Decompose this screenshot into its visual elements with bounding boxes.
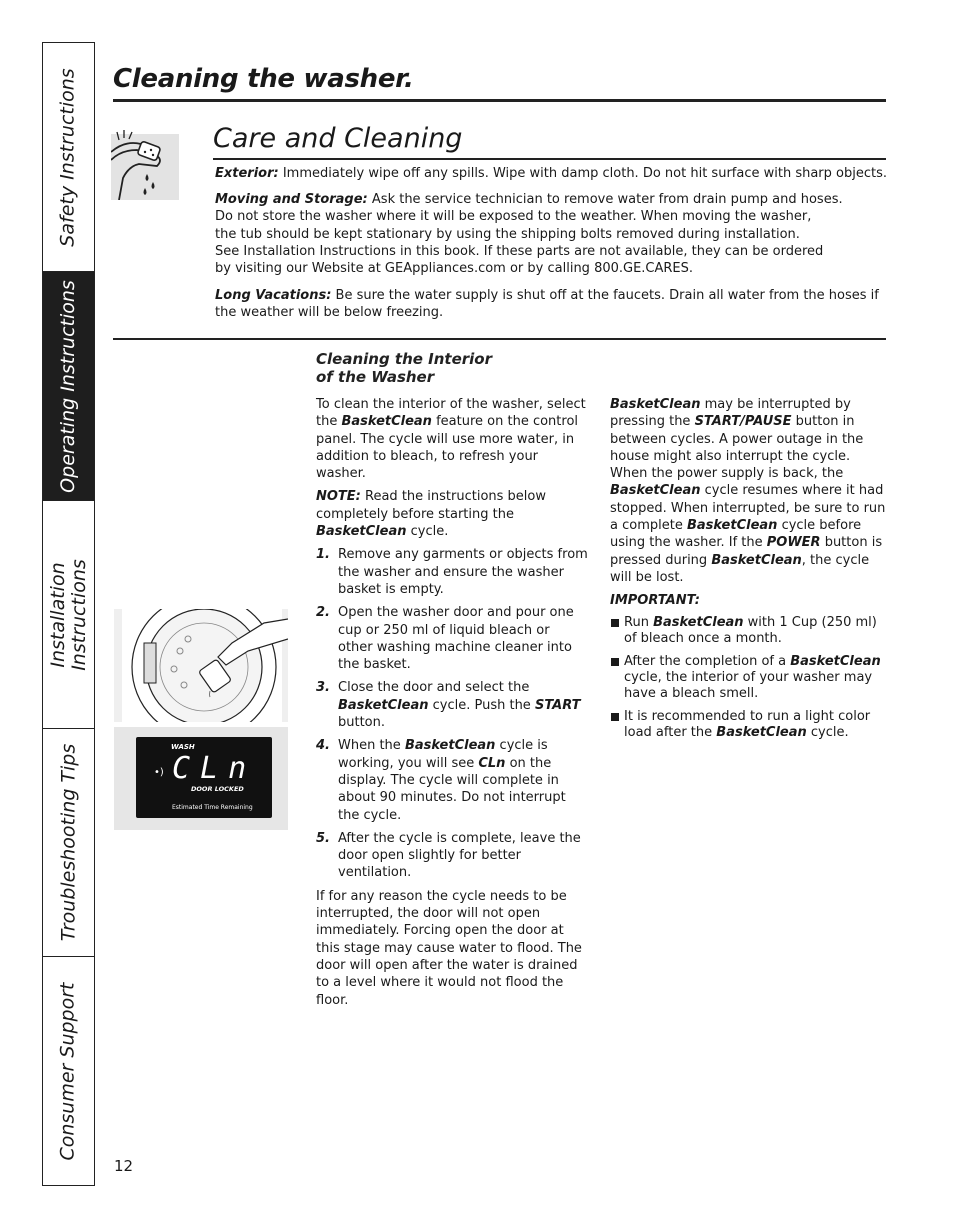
bullet-square-icon xyxy=(611,619,619,627)
tab-label: Operating Instructions xyxy=(57,279,79,493)
vacation-label: Long Vacations: xyxy=(215,288,332,303)
text: cycle. xyxy=(406,524,449,540)
text: Read the instructions below completely before starting the xyxy=(316,489,546,522)
section-divider xyxy=(213,158,886,160)
step-number: 3. xyxy=(316,680,330,696)
tab-operating-instructions[interactable] xyxy=(43,271,94,500)
text: Close the door and select the xyxy=(338,680,530,696)
feature-name: BasketClean xyxy=(653,614,744,630)
important-bullet xyxy=(610,709,890,741)
tab-label-line: Installation xyxy=(46,561,69,668)
note-paragraph xyxy=(316,488,588,540)
step-item xyxy=(316,679,588,731)
text: on the display. The cycle will complete in about 90 minutes. Do not interrupt the cycle. xyxy=(338,755,566,823)
long-vacations-paragraph xyxy=(215,287,895,322)
control-display-illustration xyxy=(114,727,288,830)
text: Open the washer door and pour one cup or 250 ml of liquid bleach or other washing machine cleaner into the basket. xyxy=(338,605,574,673)
text: cycle. xyxy=(806,724,849,740)
feature-name: BasketClean xyxy=(711,552,802,568)
exterior-paragraph xyxy=(215,165,895,182)
step-item xyxy=(316,830,588,882)
display-code: CLn xyxy=(172,751,257,786)
button-name: POWER xyxy=(766,535,821,551)
steps-list xyxy=(316,546,588,881)
text: After the completion of a xyxy=(624,653,791,669)
vacation-text: Be sure the water supply is shut off at the faucets. Drain all water from the hoses if the weather will be below freezing. xyxy=(215,288,879,321)
button-name: START/PAUSE xyxy=(694,414,792,430)
important-bullet xyxy=(610,654,890,702)
interrupt-paragraph: If for any reason the cycle needs to be interrupted, the door will not open immediately. Forcing open the door at this stage may cause water to flood. The door will open after the water is drained to a level where it would not flood the floor. xyxy=(316,888,582,1008)
feature-name: BasketClean xyxy=(610,397,701,412)
feature-name: BasketClean xyxy=(341,414,432,430)
feature-name: BasketClean xyxy=(686,518,778,534)
text: feature on the control panel. The cycle will use more water, in addition to bleach, to refresh your washer. xyxy=(316,414,579,482)
text: cycle resumes where it had stopped. When interrupted, be sure to run a complete xyxy=(610,483,886,534)
step-number: 5. xyxy=(316,830,330,846)
tab-label xyxy=(48,559,90,671)
intro-paragraph xyxy=(316,396,588,482)
text: After the cycle is complete, leave the door open slightly for better ventilation. xyxy=(338,830,581,881)
moving-line: by visiting our Website at GEAppliances.com or by calling 800.GE.CARES. xyxy=(215,261,694,277)
text: To clean the interior of the washer, select the xyxy=(316,397,586,430)
important-bullet xyxy=(610,615,890,647)
subsection-title-line: of the Washer xyxy=(316,368,435,386)
step-number: 2. xyxy=(316,605,330,621)
interruption-paragraph xyxy=(610,396,890,586)
step-item xyxy=(316,546,588,598)
page-title: Cleaning the washer. xyxy=(113,64,414,94)
text: It is recommended to run a light color load after the xyxy=(624,708,871,740)
interior-column-right xyxy=(610,396,890,748)
step-number: 4. xyxy=(316,738,330,754)
feature-name: BasketClean xyxy=(716,724,807,740)
tab-installation-instructions[interactable] xyxy=(43,500,94,728)
bullet-square-icon xyxy=(611,658,619,666)
feature-name: BasketClean xyxy=(610,483,701,499)
moving-line: Ask the service technician to remove water from drain pump and hoses. xyxy=(367,192,843,207)
text: Run xyxy=(624,614,654,630)
display-door-locked: DOOR LOCKED xyxy=(191,785,244,793)
tab-label: Safety Instructions xyxy=(57,67,79,247)
tab-label: Consumer Support xyxy=(57,981,80,1161)
title-divider xyxy=(113,99,886,102)
note-label: NOTE: xyxy=(316,489,361,505)
text: When the xyxy=(338,738,405,754)
step-item xyxy=(316,604,588,673)
subsection-title-line: Cleaning the Interior xyxy=(316,350,492,368)
moving-label: Moving and Storage: xyxy=(215,192,368,207)
moving-line: See Installation Instructions in this book. If these parts are not available, they can be ordered xyxy=(215,243,824,259)
moving-storage-paragraph xyxy=(215,191,855,277)
tab-safety-instructions[interactable] xyxy=(43,43,94,271)
subsection-title xyxy=(316,350,492,386)
bullet-square-icon xyxy=(611,713,619,721)
display-wash-label: WASH xyxy=(171,743,195,751)
section-tab-rail xyxy=(42,42,95,1186)
text: may be interrupted by pressing the xyxy=(610,397,851,430)
text: Remove any garments or objects from the washer and ensure the washer basket is empty. xyxy=(338,547,588,597)
washer-pouring-illustration xyxy=(114,609,288,722)
button-name: START xyxy=(534,697,581,713)
text: cycle, the interior of your washer may have a bleach smell. xyxy=(624,669,873,701)
feature-name: BasketClean xyxy=(316,524,407,540)
text: button is pressed during xyxy=(610,535,883,568)
moving-line: the tub should be kept stationary by using the shipping bolts removed during installation. xyxy=(215,226,800,242)
step-number: 1. xyxy=(316,547,330,563)
section-title: Care and Cleaning xyxy=(213,123,463,154)
tab-label-line: Instructions xyxy=(67,558,90,671)
lcd-display xyxy=(136,737,272,818)
moving-line: Do not store the washer where it will be exposed to the weather. When moving the washer, xyxy=(215,209,812,225)
text: button in between cycles. A power outage in the house might also interrupt the cycle. When the power supply is back, the xyxy=(610,414,864,482)
text: cycle. Push the xyxy=(428,697,535,713)
feature-name: BasketClean xyxy=(404,738,496,754)
signal-icon: •) xyxy=(154,767,164,778)
display-estimated-time: Estimated Time Remaining xyxy=(172,804,253,811)
tab-label: Troubleshooting Tips xyxy=(57,743,80,942)
display-code-ref: CLn xyxy=(478,755,506,771)
cleaning-sponge-icon xyxy=(111,130,179,200)
exterior-label: Exterior: xyxy=(215,166,279,181)
tab-troubleshooting-tips[interactable] xyxy=(43,728,94,956)
feature-name: BasketClean xyxy=(338,697,429,713)
page-number: 12 xyxy=(114,1157,134,1175)
text: cycle before using the washer. If the xyxy=(610,518,862,551)
text: cycle is working, you will see xyxy=(338,738,548,771)
text: with 1 Cup (250 ml) of bleach once a month. xyxy=(624,614,877,646)
section-divider xyxy=(113,338,886,340)
feature-name: BasketClean xyxy=(790,653,881,669)
step-item xyxy=(316,737,588,823)
exterior-text: Immediately wipe off any spills. Wipe with damp cloth. Do not hit surface with sharp objects. xyxy=(278,166,887,181)
text: , the cycle will be lost. xyxy=(610,552,870,585)
important-label: IMPORTANT: xyxy=(610,593,700,609)
interior-column-left xyxy=(316,396,588,1015)
tab-consumer-support[interactable] xyxy=(43,956,94,1185)
text: button. xyxy=(338,715,386,731)
